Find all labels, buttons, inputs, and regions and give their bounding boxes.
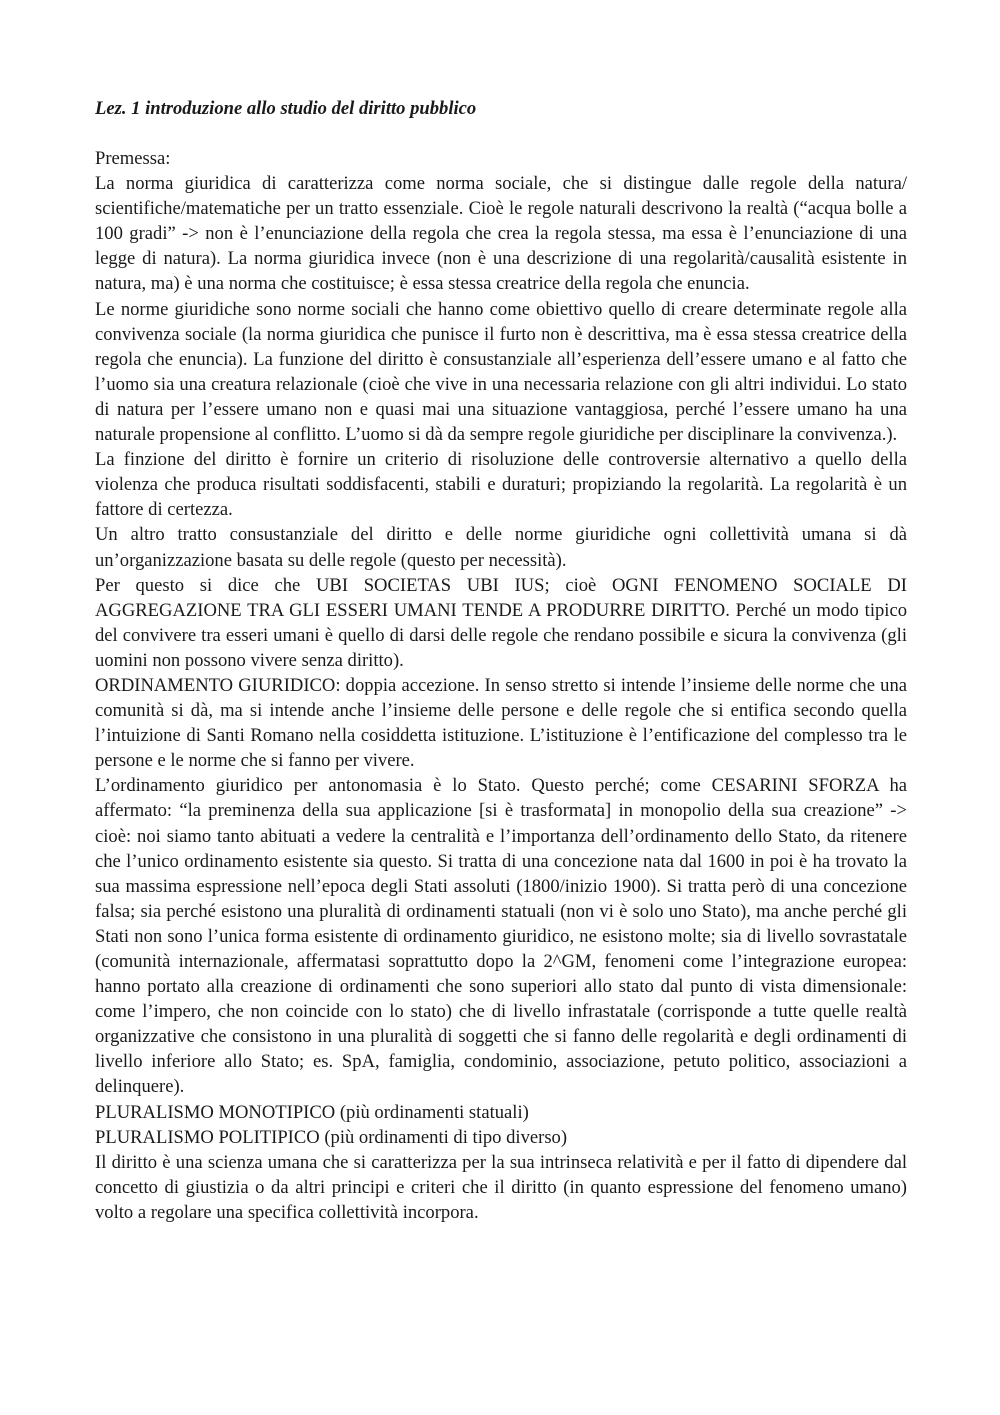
lesson-title: Lez. 1 introduzione allo studio del diritto pubblico: [95, 98, 477, 119]
pluralism-polytypic: PLURALISMO POLITIPICO (più ordinamenti di tipo diverso): [95, 1126, 568, 1148]
paragraph-ubi-societas: Per questo si dice che UBI SOCIETAS UBI IUS; cioè OGNI FENOMENO SOCIALE DI AGGREGAZIONE TRA GLI ESSERI UMANI TENDE A PRODURRE DIRITTO. Perché un modo tipico del convivere tra esseri umani è quello di darsi delle regole che rendano possibile e sicura la convivenza (gli uomini non possono vivere senza diritto).: [95, 574, 907, 671]
paragraph-social-norms: Le norme giuridiche sono norme sociali che hanno come obiettivo quello di creare determinate regole alla convivenza sociale (la norma giuridica che punisce il furto non è descrittiva, ma è essa stessa creatrice della regola che enuncia). La funzione del diritto è consustanziale all’esperienza dell’essere umano e al fatto che l’uomo sia una creatura relazionale (cioè che vive in una necessaria relazione con gli altri individui. Lo stato di natura per l’essere umano non e quasi mai una situazione vantaggiosa, perché l’essere umano ha una naturale propensione al conflitto. L’uomo si dà da sempre regole giuridiche per disciplinare la convivenza.).: [95, 298, 907, 446]
paragraph-legal-norm: La norma giuridica di caratterizza come norma sociale, che si distingue dalle regole della natura/ scientifiche/matematiche per un tratto essenziale. Cioè le regole naturali descrivono la realtà (“acqua bolle a 100 gradi” -> non è l’enunciazione della regola che crea la regola stessa, ma essa è l’enunciazione di una legge di natura). La norma giuridica invece (non è una descrizione di una regolarità/causalità esistente in natura, ma) è una norma che costituisce; è essa stessa creatrice della regola che enuncia.: [95, 173, 907, 295]
paragraph-legal-order: ORDINAMENTO GIURIDICO: doppia accezione. In senso stretto si intende l’insieme delle norme che una comunità si dà, ma si intende anche l’insieme delle persone e delle regole che si entifica secondo quella l’intuizione di Santi Romano nella cosiddetta istituzione. L’istituzione è l’entificazione del complesso tra le persone e le norme che si fanno per vivere.: [95, 674, 907, 772]
paragraph-organization: Un altro tratto consustanziale del diritto e delle norme giuridiche ogni collettività umana si dà un’organizzazione basata su delle regole (questo per necessità).: [95, 524, 907, 571]
paragraph-function-of-law: La finzione del diritto è fornire un criterio di risoluzione delle controversie alternativo a quello della violenza che produca risultati soddisfacenti, stabili e duraturi; propiziando la regolarità. La regolarità è un fattore di certezza.: [95, 449, 907, 521]
pluralism-monotypic: PLURALISMO MONOTIPICO (più ordinamenti statuali): [95, 1101, 529, 1123]
paragraph-state: L’ordinamento giuridico per antonomasia è lo Stato. Questo perché; come CESARINI SFORZA ha affermato: “la preminenza della sua applicazione [si è trasformata] in monopolio della sua creazione” -> cioè: noi siamo tanto abituati a vedere la centralità e l’importanza dell’ordinamento dello Stato, da ritenere che l’unico ordinamento esistente sia questo. Si tratta di una concezione nata dal 1600 in poi è ha trovato la sua massima espressione nell’epoca degli Stati assoluti (1800/inizio 1900). Si tratta però di una concezione falsa; sia perché esistono una pluralità di ordinamenti statuali (non vi è solo uno Stato), ma anche perché gli Stati non sono l’unica forma esistente di ordinamento giuridico, ne esistono molte; sia di livello sovrastatale (comunità internazionale, affermatasi soprattutto dopo la 2^GM, fenomeni come l’integrazione europea: hanno portato alla creazione di ordinamenti che sono superiori allo stato dal punto di vista dimensionale: come l’impero, che non coincide con lo stato) che di livello infrastatale (corrisponde a tutte quelle realtà organizzative che consistono in una pluralità di soggetti che si fanno delle regolarità e degli ordinamenti di livello inferiore allo Stato; es. SpA, famiglia, condominio, associazione, petuto politico, associazioni a delinquere).: [95, 775, 907, 1098]
paragraph-closing: Il diritto è una scienza umana che si caratterizza per la sua intrinseca relatività e per il fatto di dipendere dal concetto di giustizia o da altri principi e criteri che il diritto (in quanto espressione del fenomeno umano) volto a regolare una specifica collettività incorpora.: [95, 1151, 907, 1223]
document-body: [95, 96, 907, 1225]
premise-label: Premessa:: [95, 148, 171, 169]
